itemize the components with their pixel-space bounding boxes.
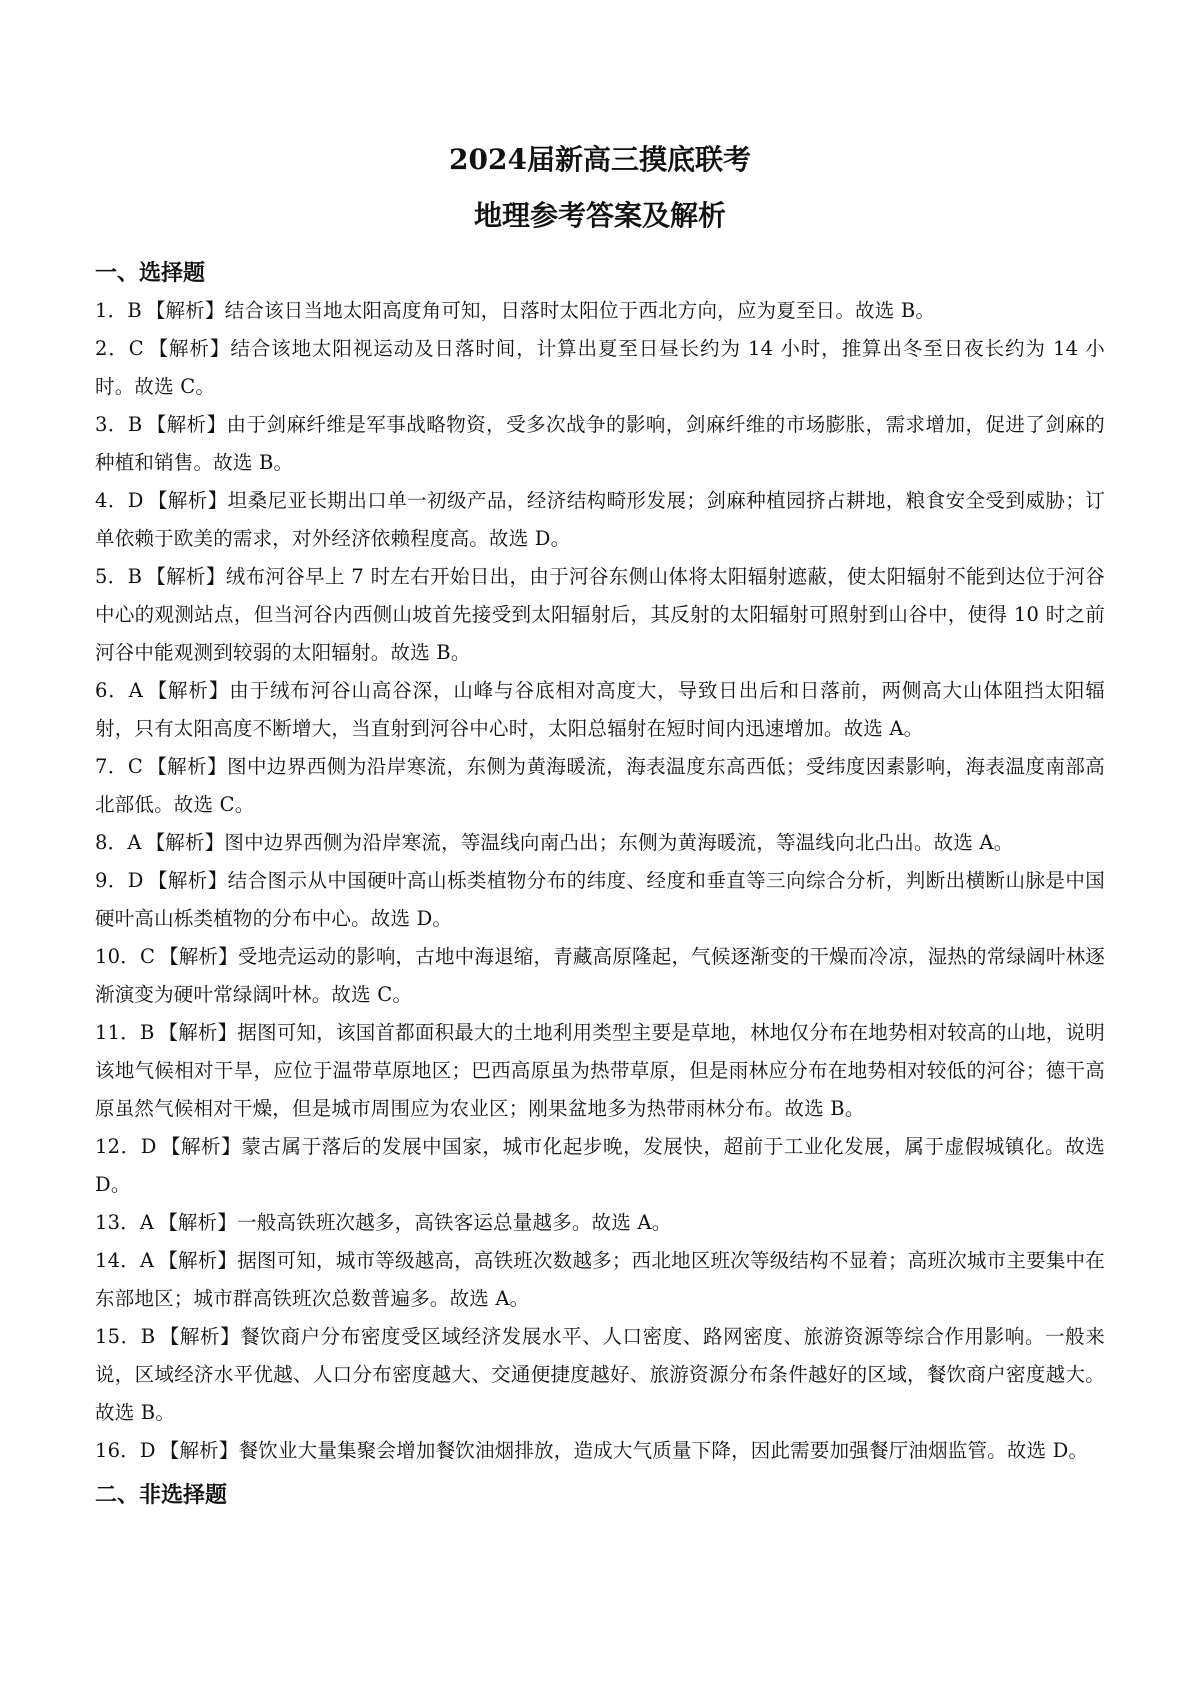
answer-number: 12． — [95, 1135, 141, 1158]
answer-item — [95, 558, 1105, 672]
analysis-text: 受地壳运动的影响，古地中海退缩，青藏高原隆起，气候逐渐变的干燥而冷凉，湿热的常绿阔叶林逐渐演变为硬叶常绿阔叶林。故选 C。 — [95, 945, 1105, 1006]
analysis-text: 图中边界西侧为沿岸寒流，等温线向南凸出；东侧为黄海暖流，等温线向北凸出。故选 A。 — [224, 831, 1014, 854]
analysis-text: 由于绒布河谷山高谷深，山峰与谷底相对高度大，导致日出后和日落前，两侧高大山体阻挡太阳辐射，只有太阳高度不断增大，当直射到河谷中心时，太阳总辐射在短时间内迅速增加。故选 A。 — [95, 679, 1105, 740]
answer-choice: D — [139, 1439, 156, 1462]
analysis-text: 结合图示从中国硬叶高山栎类植物分布的纬度、经度和垂直等三向综合分析，判断出横断山脉是中国硬叶高山栎类植物的分布中心。故选 D。 — [95, 869, 1105, 930]
answer-item — [95, 824, 1105, 862]
answer-item — [95, 862, 1105, 938]
answer-number: 6． — [95, 679, 129, 702]
answer-choice: A — [139, 1211, 155, 1234]
answer-item — [95, 748, 1105, 824]
answer-item — [95, 1128, 1105, 1204]
answer-choice: B — [139, 1021, 155, 1044]
document-title: 2024届新高三摸底联考 — [449, 143, 751, 176]
answer-choice: C — [128, 337, 144, 360]
answer-item — [95, 292, 1105, 330]
answer-choice: A — [128, 679, 143, 702]
answer-number: 5． — [95, 565, 128, 588]
analysis-tag: 【解析】 — [158, 1249, 238, 1272]
answer-item — [95, 482, 1105, 558]
answer-number: 3． — [95, 413, 128, 436]
analysis-tag: 【解析】 — [147, 869, 228, 892]
answer-choice: C — [139, 945, 156, 968]
answer-item — [95, 330, 1105, 406]
answer-number: 14． — [95, 1249, 140, 1272]
analysis-tag: 【解析】 — [159, 1439, 239, 1462]
analysis-text: 结合该地太阳视运动及日落时间，计算出夏至日昼长约为 14 小时，推算出冬至日夜长约为 14 小时。故选 C。 — [95, 337, 1105, 398]
answer-number: 11． — [95, 1021, 140, 1044]
answer-number: 1． — [95, 299, 128, 322]
analysis-text: 由于剑麻纤维是军事战略物资，受多次战争的影响，剑麻纤维的市场膨胀，需求增加，促进了剑麻的种植和销售。故选 B。 — [95, 413, 1105, 474]
answer-item — [95, 1242, 1105, 1318]
answer-number: 13． — [95, 1211, 140, 1234]
answer-item — [95, 1318, 1105, 1432]
analysis-tag: 【解析】 — [145, 299, 225, 322]
analysis-text: 餐饮商户分布密度受区域经济发展水平、人口密度、路网密度、旅游资源等综合作用影响。一般来说，区域经济水平优越、人口分布密度越大、交通便捷度越好、旅游资源分布条件越好的区域，餐饮商户密度越大。故选 B。 — [95, 1325, 1105, 1424]
analysis-tag: 【解析】 — [146, 679, 230, 702]
answer-item — [95, 406, 1105, 482]
answer-choice: B — [127, 413, 143, 436]
answer-number: 8． — [95, 831, 128, 854]
analysis-tag: 【解析】 — [158, 1021, 238, 1044]
answer-number: 10． — [95, 945, 140, 968]
analysis-text: 一般高铁班次越多，高铁客运总量越多。故选 A。 — [237, 1211, 672, 1234]
answer-choice: D — [127, 869, 144, 892]
answer-item — [95, 938, 1105, 1014]
answer-choice: B — [127, 299, 142, 322]
analysis-tag: 【解析】 — [159, 1325, 241, 1348]
section-heading-multiple-choice: 一、选择题 — [95, 260, 206, 286]
answer-choice: D — [140, 1135, 157, 1158]
answer-choice: A — [127, 831, 142, 854]
analysis-text: 餐饮业大量集聚会增加餐饮油烟排放，造成大气质量下降，因此需要加强餐厅油烟监管。故选 D。 — [238, 1439, 1089, 1462]
analysis-text: 绒布河谷早上 7 时左右开始日出，由于河谷东侧山体将太阳辐射遮蔽，使太阳辐射不能到达位于河谷中心的观测站点，但当河谷内西侧山坡首先接受到太阳辐射后，其反射的太阳辐射可照射到山谷中，使得 10 时之前河谷中能观测到较弱的太阳辐射。故选 B。 — [95, 565, 1105, 664]
answer-choice: A — [139, 1249, 155, 1272]
analysis-text: 结合该日当地太阳高度角可知，日落时太阳位于西北方向，应为夏至日。故选 B。 — [224, 299, 936, 322]
answer-number: 7． — [95, 755, 128, 778]
answer-choice: D — [127, 489, 144, 512]
answer-number: 15． — [95, 1325, 141, 1348]
analysis-tag: 【解析】 — [146, 755, 228, 778]
answer-item — [95, 1014, 1105, 1128]
analysis-tag: 【解析】 — [147, 337, 231, 360]
answer-choice: C — [127, 755, 143, 778]
answer-item — [95, 1204, 1105, 1242]
analysis-tag: 【解析】 — [145, 831, 225, 854]
analysis-text: 蒙古属于落后的发展中国家，城市化起步晚，发展快，超前于工业化发展，属于虚假城镇化。故选 D。 — [95, 1135, 1105, 1196]
answer-number: 2． — [95, 337, 129, 360]
analysis-tag: 【解析】 — [146, 413, 227, 436]
analysis-text: 图中边界西侧为沿岸寒流，东侧为黄海暖流，海表温度东高西低；受纬度因素影响，海表温度南部高北部低。故选 C。 — [95, 755, 1105, 816]
analysis-tag: 【解析】 — [159, 945, 238, 968]
section-heading-non-choice: 二、非选择题 — [95, 1482, 228, 1508]
document-subtitle: 地理参考答案及解析 — [473, 199, 726, 232]
answer-number: 16． — [95, 1439, 140, 1462]
analysis-tag: 【解析】 — [160, 1135, 242, 1158]
answer-choice: B — [127, 565, 143, 588]
answer-list — [95, 292, 1105, 1470]
answer-item — [95, 672, 1105, 748]
answer-number: 4． — [95, 489, 128, 512]
analysis-text: 坦桑尼亚长期出口单一初级产品，经济结构畸形发展；剑麻种植园挤占耕地，粮食安全受到威胁；订单依赖于欧美的需求，对外经济依赖程度高。故选 D。 — [95, 489, 1105, 550]
analysis-tag: 【解析】 — [147, 489, 228, 512]
analysis-tag: 【解析】 — [146, 565, 226, 588]
answer-item — [95, 1432, 1105, 1470]
answer-number: 9． — [95, 869, 128, 892]
analysis-text: 据图可知，该国首都面积最大的土地利用类型主要是草地，林地仅分布在地势相对较高的山地，说明该地气候相对干旱，应位于温带草原地区；巴西高原虽为热带草原，但是雨林应分布在地势相对较低的河谷；德干高原虽然气候相对干燥，但是城市周围应为农业区；刚果盆地多为热带雨林分布。故选 B。 — [95, 1021, 1105, 1120]
analysis-tag: 【解析】 — [158, 1211, 238, 1234]
analysis-text: 据图可知，城市等级越高，高铁班次数越多；西北地区班次等级结构不显着；高班次城市主要集中在东部地区；城市群高铁班次总数普遍多。故选 A。 — [95, 1249, 1105, 1310]
answer-choice: B — [140, 1325, 156, 1348]
